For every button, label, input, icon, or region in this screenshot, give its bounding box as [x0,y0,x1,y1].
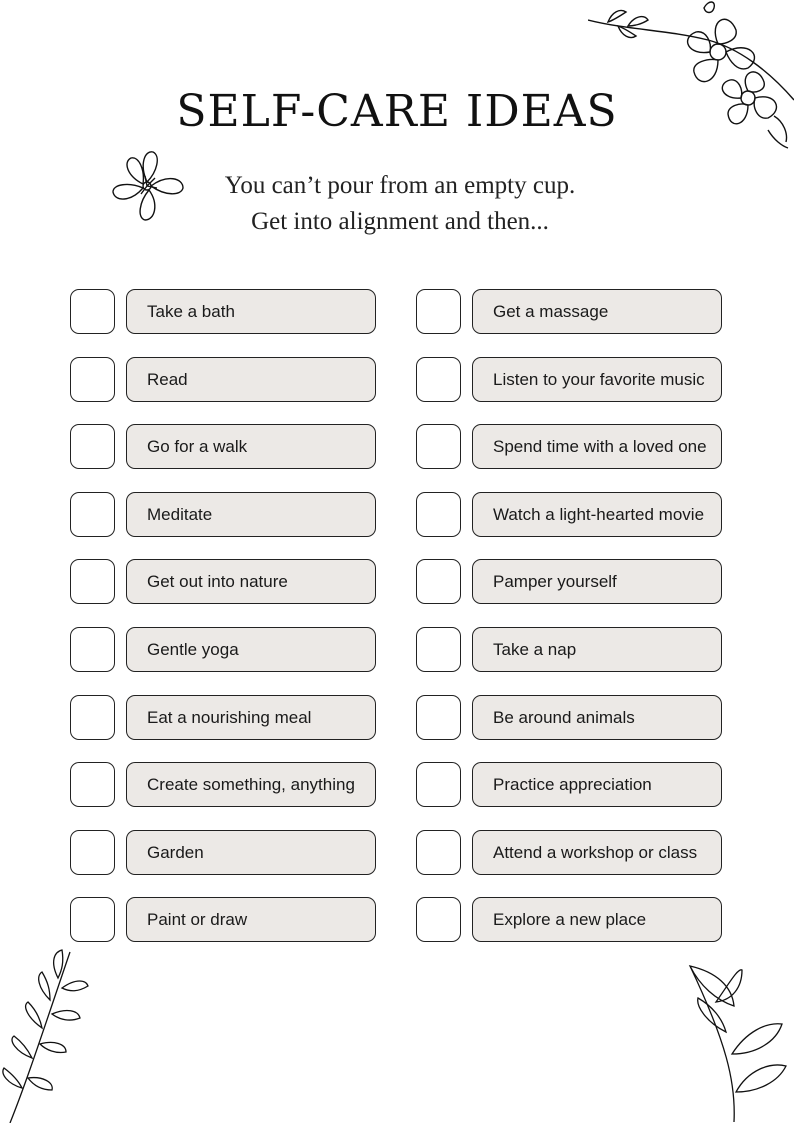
item-label: Explore a new place [493,910,647,930]
item-label: Create something, anything [147,775,355,795]
subtitle-line-1: You can’t pour from an empty cup. [224,172,576,199]
item-label: Eat a nourishing meal [147,707,312,727]
item-label-box [126,559,376,604]
item-label: Go for a walk [147,437,248,457]
item-label: Take a nap [493,639,577,659]
item-label: Gentle yoga [147,639,239,659]
checkbox[interactable] [70,559,115,604]
checkbox[interactable] [70,830,115,875]
item-label-box [472,289,722,334]
item-label-box [472,762,722,807]
page-title: SELF-CARE IDEAS [176,86,618,137]
item-label-box [472,492,722,537]
item-label-box [472,897,722,942]
item-label-box [126,627,376,672]
checkbox[interactable] [416,695,461,740]
item-label: Be around animals [493,707,635,727]
checkbox[interactable] [70,897,115,942]
item-label-box [126,492,376,537]
checkbox[interactable] [416,627,461,672]
item-label: Read [147,369,188,389]
item-label: Spend time with a loved one [493,437,707,457]
item-label: Get out into nature [147,572,288,592]
checkbox[interactable] [70,762,115,807]
item-label: Watch a light-hearted movie [493,504,705,524]
checkbox[interactable] [416,424,461,469]
checkbox[interactable] [70,357,115,402]
page-subtitle [150,168,650,240]
leaf-branch-icon [0,948,96,1123]
checkbox[interactable] [70,492,115,537]
checkbox[interactable] [70,424,115,469]
item-label-box [472,695,722,740]
item-label-box [126,762,376,807]
checkbox[interactable] [70,627,115,672]
item-label-box [126,695,376,740]
checkbox[interactable] [70,695,115,740]
checkbox[interactable] [416,559,461,604]
subtitle-line-2: Get into alignment and then... [251,208,549,235]
item-label-box [472,830,722,875]
item-label: Get a massage [493,302,609,321]
checkbox[interactable] [416,762,461,807]
item-label-box [126,830,376,875]
checkbox[interactable] [416,289,461,334]
checkbox[interactable] [70,289,115,334]
leaf-sprig-icon [686,962,790,1122]
item-label-box [472,559,722,604]
item-label: Take a bath [147,302,235,321]
item-label: Pamper yourself [493,572,617,592]
checkbox[interactable] [416,830,461,875]
item-label-box [126,897,376,942]
item-label: Listen to your favorite music [493,369,705,389]
checkbox[interactable] [416,492,461,537]
item-label-box [126,424,376,469]
item-label: Paint or draw [147,910,248,930]
item-label-box [472,357,722,402]
item-label-box [472,627,722,672]
item-label: Attend a workshop or class [493,842,698,862]
item-label-box [126,357,376,402]
checkbox[interactable] [416,357,461,402]
item-label-box [126,289,376,334]
item-label: Garden [147,842,204,862]
item-label-box [472,424,722,469]
item-label: Practice appreciation [493,775,652,795]
item-label: Meditate [147,504,213,524]
checkbox[interactable] [416,897,461,942]
